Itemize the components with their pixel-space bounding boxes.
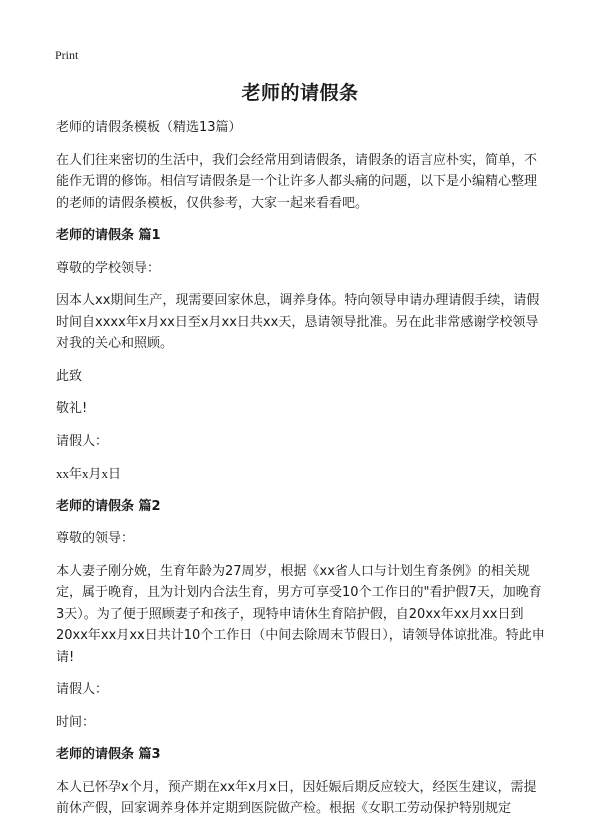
time-label: 时间： [56, 714, 96, 730]
section-heading: 老师的请假条 篇2 [56, 498, 161, 514]
print-link[interactable]: Print [55, 48, 79, 62]
signature-label: 请假人： [56, 433, 109, 449]
intro-paragraph: 在人们往来密切的生活中，我们会经常用到请假条，请假条的语言应朴实，简单，不能作无谓的修饰。相信写请假条是一个让许多人都头痛的问题，以下是小编精心整理的老师的请假条模板，仅供参考，大家一起来看看吧。 [56, 152, 538, 211]
body-paragraph: 因本人xx期间生产，现需要回家休息，调养身体。特向领导申请办理请假手续，请假时间自xxxx年x月xx日至x月xx日共xx天，恳请领导批准。另在此非常感谢学校领导对我的关心和照顾。 [56, 293, 540, 351]
body-paragraph: 本人妻子刚分娩，生育年龄为27周岁，根据《xx省人口与计划生育条例》的相关规定，属于晚育，且为计划内合法生育，男方可享受10个工作日的"看护假7天，加晚育3天）。为了便于照顾妻子和孩子，现特申请休生育陪护假，自20xx年xx月xx日到20xx年xx月xx日共计10个工作日（中间去除周末节假日），请领导体谅批准。特此申请! [56, 563, 545, 665]
closing-line: 敬礼! [56, 401, 88, 416]
document-subtitle: 老师的请假条模板（精选13篇） [56, 120, 242, 135]
closing-line: 此致 [56, 368, 83, 384]
salutation: 尊敬的学校领导： [56, 260, 161, 276]
signature-label: 请假人： [56, 682, 109, 697]
salutation: 尊敬的领导： [56, 531, 135, 546]
section-heading: 老师的请假条 篇1 [56, 228, 161, 243]
document-body [56, 117, 548, 831]
body-paragraph: 本人已怀孕x个月，预产期在xx年x月x日，因妊娠后期反应较大，经医生建议，需提前休产假，回家调养身体并定期到医院做产检。根据《女职工劳动保护特别规定 [56, 779, 537, 816]
section-heading: 老师的请假条 篇3 [56, 747, 161, 762]
page-title: 老师的请假条 [241, 82, 359, 104]
date-line: xx年x月x日 [56, 466, 122, 481]
